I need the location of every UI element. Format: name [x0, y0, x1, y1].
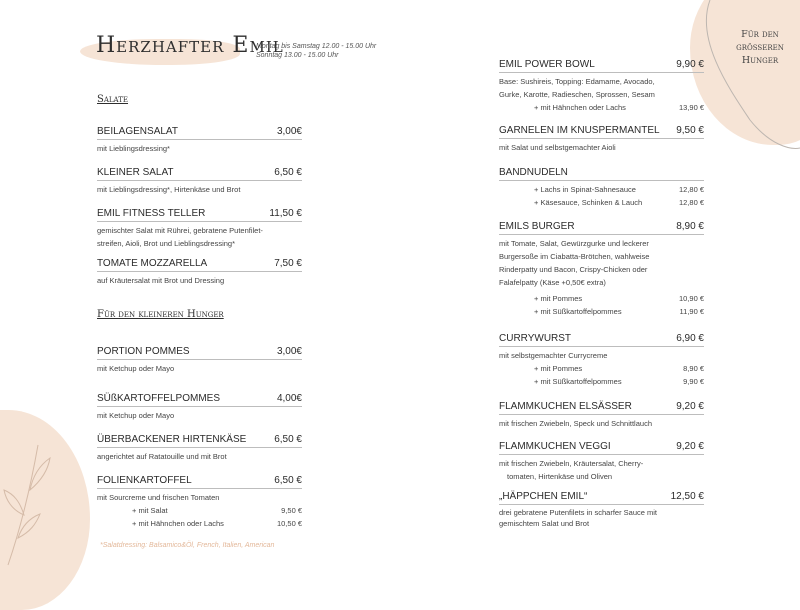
decor-curve-line	[690, 0, 800, 150]
menu-item-hirtenkaese	[97, 434, 302, 463]
item-desc: mit Lieblingsdressing*, Hirtenkäse und Brot	[97, 185, 241, 194]
option-label: + mit Pommes	[534, 294, 583, 303]
item-name: ÜBERBACKENER HIRTENKÄSE	[97, 434, 247, 445]
item-price: 7,50 €	[274, 258, 302, 269]
item-desc-line: Base: Sushireis, Topping: Edamame, Avocado,	[499, 77, 655, 86]
item-name: FLAMMKUCHEN ELSÄSSER	[499, 401, 632, 412]
item-price: 9,20 €	[676, 401, 704, 412]
menu-item-flammkuchen-elsaesser	[499, 401, 704, 430]
option-label: + mit Hähnchen oder Lachs	[132, 519, 224, 528]
menu-item-flammkuchen-veggi	[499, 441, 704, 483]
option-label: + mit Salat	[132, 506, 168, 515]
opening-hours	[256, 42, 376, 60]
corner-heading-line2: größeren Hunger	[736, 42, 784, 66]
item-desc	[97, 224, 302, 250]
item-price: 9,50 €	[676, 125, 704, 136]
corner-heading	[722, 28, 798, 67]
item-price: 6,90 €	[676, 333, 704, 344]
item-name: EMILS BURGER	[499, 221, 575, 232]
item-desc: mit Sourcreme und frischen Tomaten	[97, 493, 220, 502]
item-desc-line: streifen, Aioli, Brot und Lieblingsdressing*	[97, 239, 235, 248]
menu-item-bandnudeln	[499, 167, 704, 209]
item-desc-line: mit Tomate, Salat, Gewürzgurke und leckerer	[499, 239, 649, 248]
menu-item-emils-burger	[499, 221, 704, 318]
item-price: 3,00€	[276, 346, 302, 357]
item-desc: mit Salat und selbstgemachter Aioli	[499, 143, 616, 152]
item-desc: auf Kräutersalat mit Brot und Dressing	[97, 276, 225, 285]
option-label: + mit Süßkartoffelpommes	[534, 307, 622, 316]
menu-item-beilagensalat	[97, 126, 302, 155]
menu-item-folienkartoffel	[97, 475, 302, 530]
item-name: BANDNUDELN	[499, 167, 568, 178]
item-option	[499, 305, 704, 318]
menu-item-currywurst	[499, 333, 704, 388]
option-price: 10,50 €	[276, 519, 302, 528]
item-desc-line: Gurke, Karotte, Radieschen, Sprossen, Sesam	[499, 90, 655, 99]
option-label: + mit Hähnchen oder Lachs	[534, 103, 626, 112]
option-price: 12,80 €	[678, 185, 704, 194]
item-name: KLEINER SALAT	[97, 167, 174, 178]
item-option	[97, 504, 302, 517]
menu-item-tomate-mozzarella	[97, 258, 302, 287]
item-name: FLAMMKUCHEN VEGGI	[499, 441, 611, 452]
item-name: EMIL POWER BOWL	[499, 59, 595, 70]
page-title-text: Herzhafter Emil	[96, 33, 284, 58]
item-price: 6,50 €	[274, 167, 302, 178]
menu-item-garnelen	[499, 125, 704, 154]
hours-weekday: Montag bis Samstag 12.00 - 15.00 Uhr	[256, 43, 377, 50]
option-label: + Käsesauce, Schinken & Lauch	[534, 198, 643, 207]
item-desc	[499, 507, 704, 529]
item-option	[499, 292, 704, 305]
item-desc-line: Rinderpatty und Bacon, Crispy-Chicken oder	[499, 265, 648, 274]
page-title	[80, 33, 284, 65]
item-price: 11,50 €	[269, 208, 302, 219]
menu-item-haeppchen-emil	[499, 491, 704, 529]
corner-heading-line1: Für den	[741, 29, 779, 40]
item-name: PORTION POMMES	[97, 346, 190, 357]
item-option	[499, 196, 704, 209]
item-desc-line: Burgersoße im Ciabatta-Brötchen, wahlweise	[499, 252, 650, 261]
item-name: GARNELEN IM KNUSPERMANTEL	[499, 125, 660, 136]
menu-item-portion-pommes	[97, 346, 302, 375]
item-desc: angerichtet auf Ratatouille und mit Brot	[97, 452, 227, 461]
option-price: 8,90 €	[683, 364, 704, 373]
item-option	[97, 517, 302, 530]
item-option	[499, 362, 704, 375]
item-desc-line: drei gebratene Putenfilets in scharfer Sauce mit	[499, 508, 658, 517]
leaf-branch-icon	[0, 420, 60, 569]
item-name: „HÄPPCHEN EMIL“	[499, 491, 588, 502]
item-option	[499, 183, 704, 196]
item-price: 6,50 €	[274, 475, 302, 486]
item-desc	[499, 75, 704, 101]
footnote-dressing: *Salatdressing: Balsamico&Öl, French, Italien, American	[100, 542, 275, 549]
item-price: 9,20 €	[676, 441, 704, 452]
menu-item-fitness-teller	[97, 208, 302, 250]
option-price: 11,90 €	[679, 307, 704, 316]
menu-item-suesskartoffelpommes	[97, 393, 302, 422]
item-price: 8,90 €	[676, 221, 704, 232]
item-desc-line: gemischtem Salat und Brot	[499, 519, 590, 528]
menu-item-kleiner-salat	[97, 167, 302, 196]
item-name: TOMATE MOZZARELLA	[97, 258, 208, 269]
item-name: SÜßKARTOFFELPOMMES	[97, 393, 220, 404]
item-desc	[499, 457, 704, 483]
item-desc	[499, 237, 704, 289]
item-desc-line: gemischter Salat mit Rührei, gebratene Putenfilet-	[97, 226, 263, 235]
section-salate: Salate	[97, 94, 129, 105]
option-price: 13,90 €	[678, 103, 704, 112]
option-price: 12,80 €	[678, 198, 704, 207]
item-option	[499, 375, 704, 388]
item-desc: mit Ketchup oder Mayo	[97, 411, 175, 420]
item-price: 9,90 €	[676, 59, 704, 70]
hours-sunday: Sonntag 13.00 - 15.00 Uhr	[256, 52, 339, 59]
option-label: + mit Süßkartoffelpommes	[534, 377, 622, 386]
item-price: 12,50 €	[670, 491, 704, 502]
option-label: + mit Pommes	[534, 364, 583, 373]
item-desc-line: Falafelpatty (Käse +0,50€ extra)	[499, 278, 606, 287]
option-price: 9,90 €	[683, 377, 704, 386]
option-price: 10,90 €	[678, 294, 704, 303]
item-name: CURRYWURST	[499, 333, 572, 344]
menu-item-power-bowl	[499, 59, 704, 114]
item-name: BEILAGENSALAT	[97, 126, 178, 137]
item-desc: mit selbstgemachter Currycreme	[499, 351, 608, 360]
item-desc: mit Ketchup oder Mayo	[97, 364, 175, 373]
item-option	[499, 101, 704, 114]
item-desc: mit Lieblingsdressing*	[97, 144, 170, 153]
item-name: EMIL FITNESS TELLER	[97, 208, 206, 219]
item-desc-line: mit frischen Zwiebeln, Kräutersalat, Cherry-	[499, 459, 644, 468]
item-price: 3,00€	[276, 126, 302, 137]
item-desc-line: tomaten, Hirtenkäse und Oliven	[507, 472, 613, 481]
item-desc: mit frischen Zwiebeln, Speck und Schnittlauch	[499, 419, 652, 428]
item-name: FOLIENKARTOFFEL	[97, 475, 192, 486]
item-price: 4,00€	[276, 393, 302, 404]
option-label: + Lachs in Spinat-Sahnesauce	[534, 185, 636, 194]
option-price: 9,50 €	[281, 506, 302, 515]
section-kleiner-hunger: Für den kleineren Hunger	[97, 309, 224, 320]
item-price: 6,50 €	[274, 434, 302, 445]
